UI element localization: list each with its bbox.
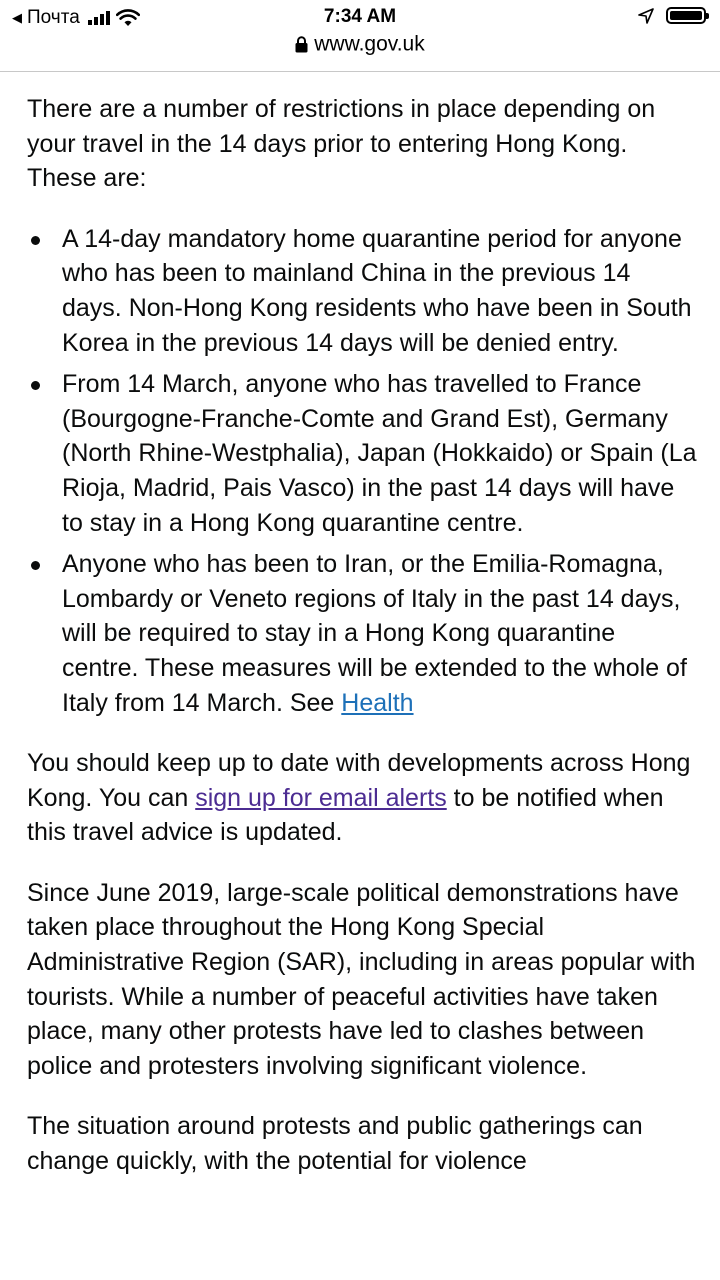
status-bar: [0, 0, 720, 36]
list-item: [27, 222, 697, 360]
intro-paragraph: There are a number of restrictions in place depending on your travel in the 14 days prior to entering Hong Kong. These are:: [27, 95, 656, 193]
lock-icon: [295, 36, 308, 53]
updates-text-before: You should keep up to date with developments across Hong Kong. You can: [27, 749, 691, 812]
restriction-text: Anyone who has been to Iran, or the Emilia-Romagna, Lombardy or Veneto regions of Italy in the past 14 days, will be required to stay in a Hong Kong quarantine centre. These measures will be extended to the whole of Italy from 14 March. See: [62, 550, 687, 717]
updates-paragraph: [27, 746, 697, 850]
restrictions-list: [27, 222, 697, 720]
address-bar[interactable]: [0, 32, 720, 72]
location-arrow-icon: [638, 8, 654, 24]
email-alerts-link[interactable]: sign up for email alerts: [195, 783, 447, 812]
article-content: [27, 92, 697, 1205]
restriction-text: A 14-day mandatory home quarantine period for anyone who has been to mainland China in the previous 14 days. Non-Hong Kong residents who have been in South Korea in the previous 14 days will be denied entry.: [62, 224, 692, 357]
restriction-text: From 14 March, anyone who has travelled to France (Bourgogne-Franche-Comte and Grand Est), Germany (North Rhine-Westphalia), Japan (Hokkaido) or Spain (La Rioja, Madrid, Pais Vasco) in the past 14 days will have to stay in a Hong Kong quarantine centre.: [62, 370, 697, 537]
list-item: [27, 547, 697, 720]
updates-text-after: to be notified when this travel advice is updated.: [27, 783, 664, 847]
list-item: [27, 367, 697, 540]
battery-icon: [666, 7, 706, 24]
back-arrow-icon: ◀: [12, 10, 22, 25]
status-time: 7:34 AM: [323, 6, 397, 27]
address-url: www.gov.uk: [314, 32, 425, 56]
back-app-label: Почта: [27, 7, 80, 28]
situation-paragraph: The situation around protests and public gatherings can change quickly, with the potential for violence: [27, 1112, 643, 1176]
protests-paragraph: Since June 2019, large-scale political demonstrations have taken place throughout the Hong Kong Special Administrative Region (SAR), including in areas popular with tourists. While a number of peaceful activities have taken place, many other protests have led to clashes between police and protesters involving significant violence.: [27, 878, 696, 1080]
health-link[interactable]: Health: [341, 688, 414, 717]
